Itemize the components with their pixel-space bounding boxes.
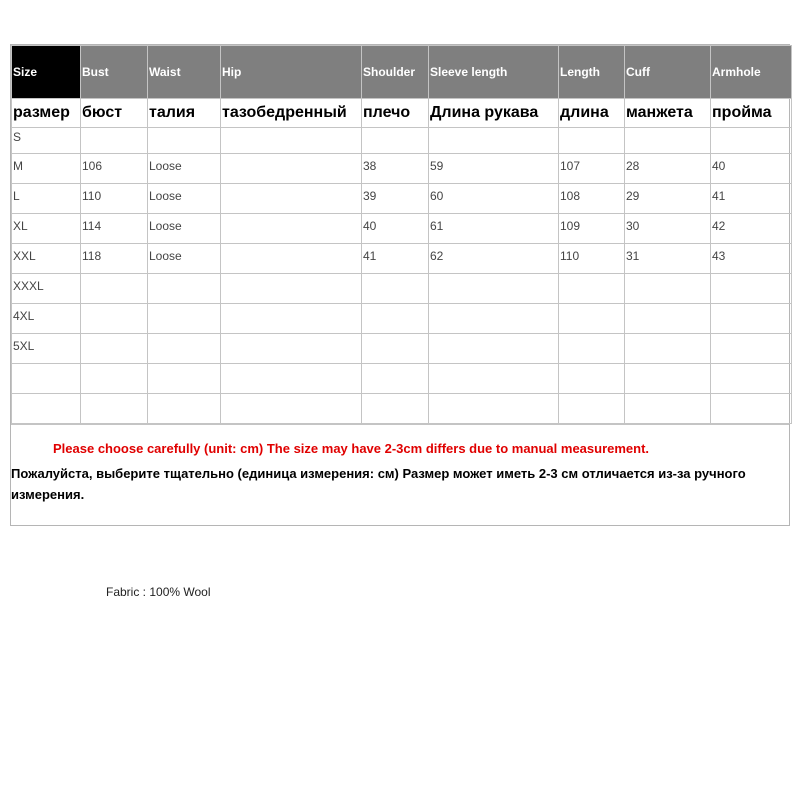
table-row-cell	[362, 364, 429, 394]
header-row-english-cell: Sleeve length	[429, 46, 559, 99]
table-row-cell	[81, 274, 148, 304]
table-row-cell	[711, 304, 792, 334]
table-row-cell: 41	[711, 184, 792, 214]
table-row-cell: 62	[429, 244, 559, 274]
table-row-cell	[221, 364, 362, 394]
table-row-cell	[148, 394, 221, 424]
table-row	[12, 304, 792, 334]
table-row-cell: M	[12, 154, 81, 184]
table-row-cell	[362, 304, 429, 334]
table-row-cell: 106	[81, 154, 148, 184]
table-row-cell	[429, 334, 559, 364]
table-row-cell: 28	[625, 154, 711, 184]
table-row-cell: 61	[429, 214, 559, 244]
table-row-cell: 43	[711, 244, 792, 274]
table-row-cell	[362, 394, 429, 424]
table-row-cell	[559, 394, 625, 424]
table-row-cell	[221, 274, 362, 304]
table-row-cell	[221, 304, 362, 334]
table-row-cell	[559, 304, 625, 334]
table-row-cell: 5XL	[12, 334, 81, 364]
header-row-english-cell: Size	[12, 46, 81, 99]
header-row-russian-cell: размер	[12, 99, 81, 128]
table-row-cell	[12, 364, 81, 394]
table-row-cell: 110	[81, 184, 148, 214]
table-row-cell	[625, 274, 711, 304]
table-row-cell: 110	[559, 244, 625, 274]
table-row-cell: 41	[362, 244, 429, 274]
header-row-russian-cell: тазобедренный	[221, 99, 362, 128]
table-row	[12, 274, 792, 304]
table-row-cell	[711, 274, 792, 304]
table-row-cell: 108	[559, 184, 625, 214]
table-row	[12, 364, 792, 394]
header-row-english	[12, 46, 792, 99]
table-row-cell: 40	[362, 214, 429, 244]
header-row-english-cell: Bust	[81, 46, 148, 99]
table-row-cell	[81, 364, 148, 394]
table-row-cell	[429, 304, 559, 334]
table-row-cell: Loose	[148, 154, 221, 184]
table-row-cell: L	[12, 184, 81, 214]
table-row-cell	[429, 274, 559, 304]
header-row-english-cell: Length	[559, 46, 625, 99]
table-row-cell: 114	[81, 214, 148, 244]
table-row-cell: 4XL	[12, 304, 81, 334]
header-row-english-cell: Cuff	[625, 46, 711, 99]
table-row-cell	[625, 394, 711, 424]
size-note	[11, 424, 789, 525]
table-row-cell	[12, 394, 81, 424]
table-row-cell	[221, 394, 362, 424]
table-row-cell	[148, 364, 221, 394]
table-row-cell	[625, 334, 711, 364]
table-row-cell	[362, 128, 429, 154]
table-row-cell	[81, 334, 148, 364]
table-row-cell	[625, 128, 711, 154]
table-row-cell	[221, 184, 362, 214]
size-chart	[10, 44, 790, 526]
table-row-cell	[711, 334, 792, 364]
table-row-cell	[81, 128, 148, 154]
table-row-cell: Loose	[148, 244, 221, 274]
table-row-cell: 38	[362, 154, 429, 184]
table-row-cell: 118	[81, 244, 148, 274]
table-row-cell: XXXL	[12, 274, 81, 304]
table-row-cell	[362, 274, 429, 304]
table-row-cell	[221, 244, 362, 274]
note-english: Please choose carefully (unit: cm) The size may have 2-3cm differs due to manual measurement.	[53, 441, 650, 456]
table-row-cell	[221, 154, 362, 184]
table-row-cell: Loose	[148, 214, 221, 244]
table-row-cell	[148, 334, 221, 364]
table-row-cell	[625, 304, 711, 334]
table-row-cell	[711, 394, 792, 424]
table-row-cell	[559, 128, 625, 154]
table-row-cell	[221, 128, 362, 154]
table-row-cell: 109	[559, 214, 625, 244]
table-row-cell	[429, 364, 559, 394]
table-row-cell	[148, 128, 221, 154]
table-row-cell: XL	[12, 214, 81, 244]
header-row-english-cell: Shoulder	[362, 46, 429, 99]
header-row-english-cell: Hip	[221, 46, 362, 99]
table-row-cell	[148, 274, 221, 304]
header-row-russian	[12, 99, 792, 128]
header-row-russian-cell: Длина рукава	[429, 99, 559, 128]
table-row-cell	[559, 364, 625, 394]
table-row	[12, 394, 792, 424]
table-row-cell: 59	[429, 154, 559, 184]
table-row-cell	[81, 304, 148, 334]
table-row-cell: XXL	[12, 244, 81, 274]
table-row-cell	[711, 128, 792, 154]
table-row-cell	[711, 364, 792, 394]
table-row-cell: 30	[625, 214, 711, 244]
header-row-russian-cell: плечо	[362, 99, 429, 128]
header-row-russian-cell: бюст	[81, 99, 148, 128]
table-row	[12, 334, 792, 364]
table-row	[12, 184, 792, 214]
table-row-cell: 107	[559, 154, 625, 184]
header-row-english-cell: Armhole	[711, 46, 792, 99]
header-row-russian-cell: пройма	[711, 99, 792, 128]
table-row-cell: 39	[362, 184, 429, 214]
header-row-russian-cell: длина	[559, 99, 625, 128]
table-row-cell	[429, 128, 559, 154]
table-row-cell	[625, 364, 711, 394]
table-row-cell	[221, 334, 362, 364]
table-row-cell: 42	[711, 214, 792, 244]
note-russian: Пожалуйста, выберите тщательно (единица измерения: см) Размер может иметь 2-3 см отличается из-за ручного измерения.	[11, 466, 746, 502]
header-row-english-cell: Waist	[148, 46, 221, 99]
table-row-cell: 29	[625, 184, 711, 214]
header-row-russian-cell: манжета	[625, 99, 711, 128]
table-row-cell	[559, 334, 625, 364]
fabric-label: Fabric : 100% Wool	[106, 585, 211, 599]
table-row-cell	[429, 394, 559, 424]
table-row-cell	[559, 274, 625, 304]
table-row-cell: 60	[429, 184, 559, 214]
table-row-cell	[148, 304, 221, 334]
table-row-cell	[221, 214, 362, 244]
table-row-cell: 40	[711, 154, 792, 184]
table-row	[12, 128, 792, 154]
table-row	[12, 244, 792, 274]
size-table	[11, 45, 792, 424]
table-row-cell: 31	[625, 244, 711, 274]
table-row	[12, 214, 792, 244]
table-row	[12, 154, 792, 184]
table-row-cell	[362, 334, 429, 364]
table-row-cell: S	[12, 128, 81, 154]
table-row-cell	[81, 394, 148, 424]
header-row-russian-cell: талия	[148, 99, 221, 128]
table-row-cell: Loose	[148, 184, 221, 214]
